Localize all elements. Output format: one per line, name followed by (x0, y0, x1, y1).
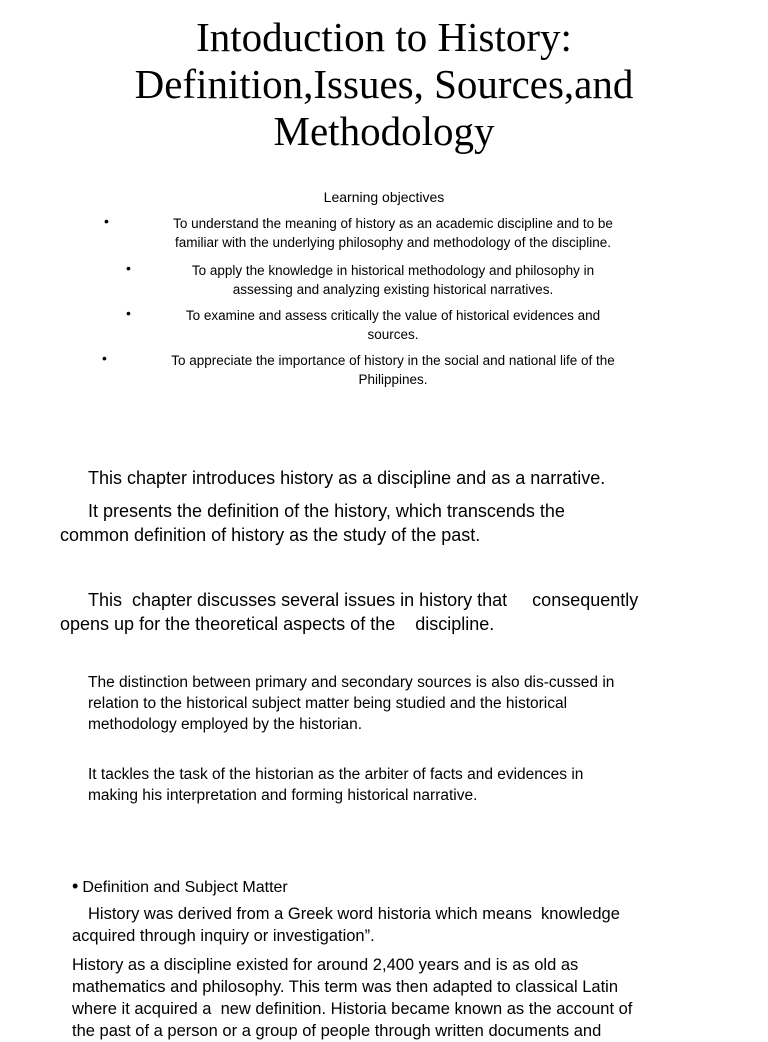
sources-paragraph-2 (88, 764, 583, 806)
definition-paragraph-1-line-2: acquired through inquiry or investigation”. (72, 927, 375, 945)
intro-paragraph-3-line-1: This chapter discusses several issues in history that consequently (88, 590, 639, 610)
definition-paragraph-1-line-1: History was derived from a Greek word historia which means knowledge (88, 905, 620, 923)
objective-item-3-line-1: To examine and assess critically the value of historical evidences and (185, 308, 601, 323)
sources-paragraph-2-line-1: It tackles the task of the historian as the arbiter of facts and evidences in (88, 766, 584, 783)
bullet-icon: • (102, 350, 107, 366)
learning-objectives-heading: Learning objectives (323, 189, 445, 205)
objective-item-2-line-1: To apply the knowledge in historical methodology and philosophy in (191, 263, 595, 278)
objective-item-2 (120, 261, 666, 299)
bullet-icon: • (126, 305, 131, 321)
bullet-icon: • (126, 260, 131, 276)
definition-heading-text: Definition and Subject Matter (82, 879, 288, 896)
title-line-2: Definition,Issues, Sources,and (134, 61, 634, 107)
objective-item-4-line-1: To appreciate the importance of history in the social and national life of the (171, 353, 615, 368)
definition-paragraph-1 (72, 903, 620, 947)
sources-paragraph-1-line-2: relation to the historical subject matter being studied and the historical (88, 695, 568, 712)
bullet-icon: • (72, 876, 79, 896)
intro-paragraph-2-line-2: common definition of history as the study of the past. (60, 525, 481, 545)
bullet-icon: • (104, 213, 109, 229)
objective-item-1 (96, 214, 690, 252)
sources-paragraph-1-line-1: The distinction between primary and secondary sources is also dis-cussed in (88, 674, 615, 691)
intro-paragraph-1: This chapter introduces history as a discipline and as a narrative. (88, 468, 606, 488)
objective-item-3-line-2: sources. (367, 327, 419, 342)
title-line-1: Intoduction to History: (196, 14, 572, 60)
intro-paragraph-3-line-2: opens up for the theoretical aspects of the discipline. (60, 614, 495, 634)
definition-heading (72, 876, 288, 898)
objective-item-4-line-2: Philippines. (358, 372, 428, 387)
intro-paragraph-2-line-1: It presents the definition of the history, which transcends the (88, 501, 565, 521)
document-title (0, 14, 768, 155)
intro-paragraph-3 (60, 588, 638, 636)
objective-item-4 (96, 351, 690, 389)
definition-paragraph-2-line-2: mathematics and philosophy. This term was then adapted to classical Latin (72, 978, 619, 996)
definition-paragraph-2-line-1: History as a discipline existed for around 2,400 years and is as old as (72, 956, 579, 974)
definition-paragraph-2-line-4: the past of a person or a group of people through written documents and (72, 1022, 602, 1040)
definition-paragraph-2-line-3: where it acquired a new definition. Historia became known as the account of (72, 1000, 633, 1018)
objective-item-2-line-2: assessing and analyzing existing historical narratives. (232, 282, 554, 297)
objective-item-3 (120, 306, 666, 344)
definition-paragraph-2 (72, 954, 632, 1042)
sources-paragraph-2-line-2: making his interpretation and forming historical narrative. (88, 787, 478, 804)
sources-paragraph-1 (88, 672, 614, 735)
objective-item-1-line-2: familiar with the underlying philosophy and methodology of the discipline. (174, 235, 611, 250)
intro-paragraph-2 (60, 499, 565, 547)
objective-item-1-line-1: To understand the meaning of history as an academic discipline and to be (173, 216, 613, 231)
title-line-3: Methodology (273, 108, 495, 154)
sources-paragraph-1-line-3: methodology employed by the historian. (88, 716, 362, 733)
